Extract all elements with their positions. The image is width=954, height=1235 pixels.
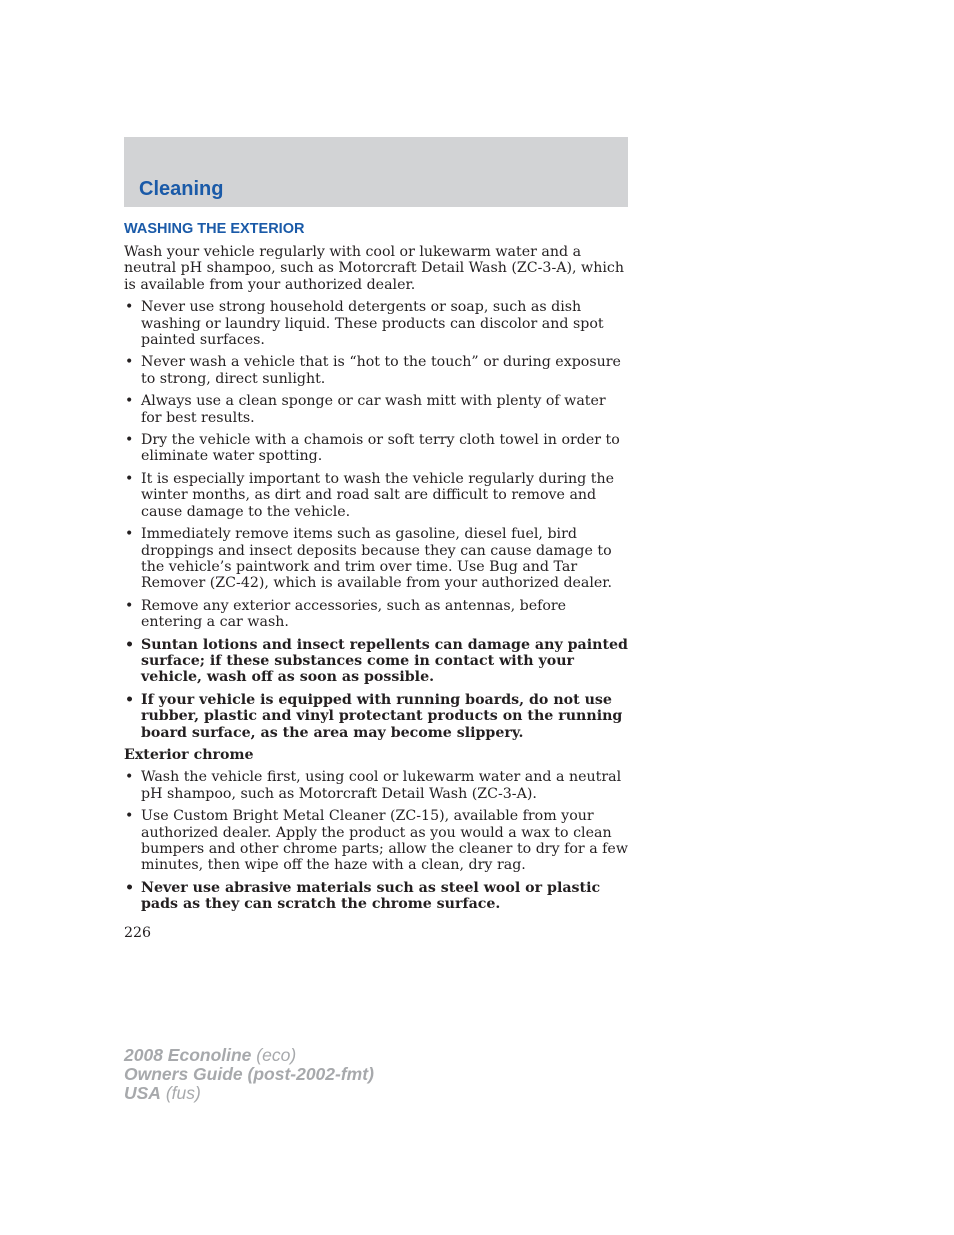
list-item: • Wash the vehicle first, using cool or lukewarm water and a neutral pH shampoo, such as Motorcraft Detail Wash (ZC-3-A). (125, 769, 622, 802)
list-item: • Immediately remove items such as gasoline, diesel fuel, bird droppings and insect deposits because they can cause damage to the vehicle’s paintwork and trim over time. Use Bug and Tar Remover (ZC-42), which is available from your authorized dealer. (125, 526, 613, 592)
bullet-icon: • (125, 393, 134, 410)
bullet-icon: • (125, 526, 134, 543)
intro-paragraph: Wash your vehicle regularly with cool or lukewarm water and a neutral pH shampoo, such as Motorcraft Detail Wash (ZC-3-A), which is available from your authorized dealer. (124, 244, 624, 293)
warning-item: • Suntan lotions and insect repellents can damage any painted surface; if these substances come in contact with your vehicle, wash off as soon as possible. (125, 636, 628, 686)
bullet-icon: • (125, 299, 134, 316)
list-item: • It is especially important to wash the vehicle regularly during the winter months, as dirt and road salt are difficult to remove and cause damage to the vehicle. (125, 470, 614, 520)
bullet-icon: • (125, 354, 134, 371)
list-item: • Remove any exterior accessories, such as antennas, before entering a car wash. (125, 597, 567, 631)
bullet-icon: • (125, 769, 134, 786)
footer-line-2: Owners Guide (post-2002-fmt) (124, 1064, 374, 1084)
bullet-icon: • (125, 470, 134, 487)
list-item: • Never use strong household detergents or soap, such as dish washing or laundry liquid. These products can discolor and spot painted surfaces. (125, 299, 604, 349)
bullet-icon: • (125, 597, 134, 614)
footer-line-1: 2008 Econoline (eco) (124, 1045, 297, 1065)
section-heading: WASHING THE EXTERIOR (124, 221, 305, 237)
main-content (124, 220, 628, 919)
page-number: 226 (124, 925, 152, 941)
footer (124, 1046, 374, 1103)
bullet-icon: • (125, 691, 135, 708)
list-item: • Always use a clean sponge or car wash mitt with plenty of water for best results. (125, 393, 606, 426)
chrome-bullet-list (124, 769, 628, 912)
footer-line-3: USA (fus) (124, 1083, 201, 1103)
page-title: Cleaning (139, 178, 224, 200)
bullet-icon: • (125, 636, 135, 653)
bullet-icon: • (125, 879, 135, 896)
list-item: • Dry the vehicle with a chamois or soft terry cloth towel in order to eliminate water spotting. (125, 432, 620, 465)
washing-bullet-list (124, 299, 628, 741)
list-item: • Use Custom Bright Metal Cleaner (ZC-15), available from your authorized dealer. Apply the product as you would a wax to clean bumpers and other chrome parts; allow the cleaner to dry for a few minutes, then wipe off the haze with a clean, dry rag. (125, 808, 628, 874)
warning-item: • Never use abrasive materials such as steel wool or plastic pads as they can scratch the chrome surface. (125, 879, 601, 913)
warning-item: • If your vehicle is equipped with running boards, do not use rubber, plastic and vinyl protectant products on the running board surface, as the area may become slippery. (125, 691, 623, 741)
bullet-icon: • (125, 808, 134, 825)
header-band (124, 137, 628, 207)
bullet-icon: • (125, 432, 134, 449)
list-item: • Never wash a vehicle that is “hot to the touch” or during exposure to strong, direct sunlight. (125, 354, 621, 387)
chrome-subheading: Exterior chrome (124, 746, 254, 763)
